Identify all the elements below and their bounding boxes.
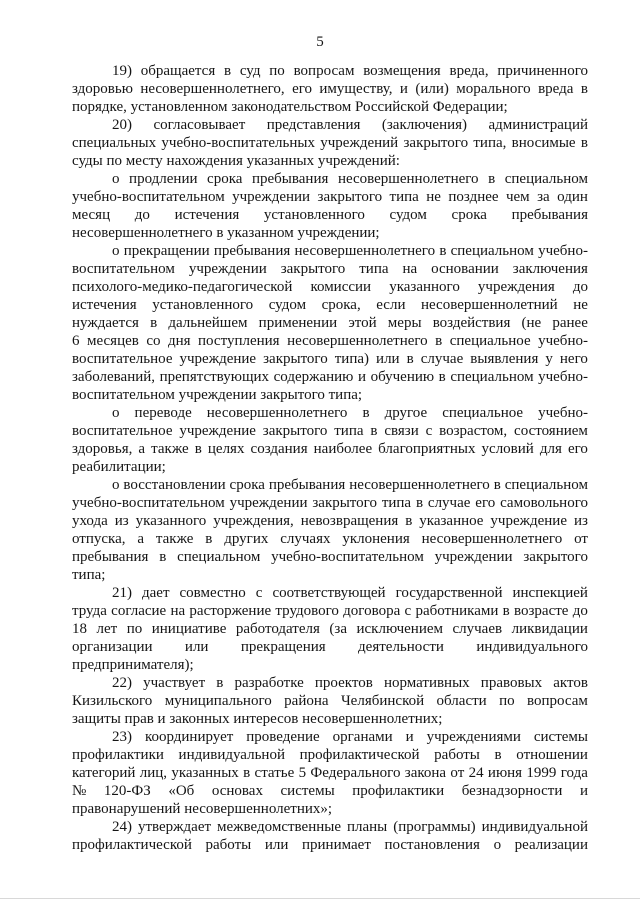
text-line: воспитательном учреждении закрытого типа; — [72, 387, 363, 403]
text-line: воспитательном учреждении закрытого типа на основании заключения — [72, 261, 588, 277]
text-line: учебно-воспитательном учреждении закрытого типа не позднее чем за один — [72, 189, 588, 205]
subparagraph-termination — [72, 242, 588, 404]
text-line: профилактики индивидуальной профилактической работы в отношении — [72, 747, 588, 763]
text-line: предпринимателя); — [72, 657, 194, 673]
text-line: о прекращении пребывания несовершеннолетнего в специальном учебно- — [112, 243, 588, 259]
text-line: 20) согласовывает представления (заключения) администраций — [112, 117, 588, 133]
paragraph-item-22 — [72, 674, 588, 728]
text-line: месяц до истечения установленного судом срока пребывания — [72, 207, 588, 223]
subparagraph-extension — [72, 170, 588, 242]
text-line: психолого-медико-педагогической комиссии указанного учреждения до — [72, 279, 588, 295]
text-line: истечения установленного судом срока, если несовершеннолетний не — [72, 297, 588, 313]
text-line: типа; — [72, 567, 106, 583]
text-line: категорий лиц, указанных в статье 5 Федерального закона от 24 июня 1999 года — [72, 765, 588, 781]
text-line: пребывания в специальном учебно-воспитательном учреждении закрытого — [72, 549, 588, 565]
text-line: 22) участвует в разработке проектов нормативных правовых актов — [112, 675, 588, 691]
text-line: о продлении срока пребывания несовершеннолетнего в специальном — [112, 171, 588, 187]
text-line: воспитательное учреждение закрытого типа в связи с возрастом, состоянием — [72, 423, 588, 439]
text-line: нуждается в дальнейшем применении этой меры воздействия (не ранее — [72, 315, 588, 331]
paragraph-item-23 — [72, 728, 588, 818]
text-line: правонарушений несовершеннолетних»; — [72, 801, 333, 817]
paragraph-item-24 — [72, 818, 588, 854]
text-line: 18 лет по инициативе работодателя (за исключением случаев ликвидации — [72, 621, 588, 637]
text-line: 6 месяцев со дня поступления несовершеннолетнего в специальное учебно- — [72, 333, 588, 349]
text-line: ухода из указанного учреждения, невозвращения в указанное учреждение из — [72, 513, 588, 529]
text-line: труда согласие на расторжение трудового договора с работниками в возрасте до — [72, 603, 588, 619]
scan-edge-line — [0, 898, 640, 899]
subparagraph-transfer — [72, 404, 588, 476]
text-line: № 120-ФЗ «Об основах системы профилактики безнадзорности и — [72, 783, 588, 799]
text-line: учебно-воспитательном учреждении закрытого типа в случае его самовольного — [72, 495, 588, 511]
text-line: заболеваний, препятствующих содержанию и обучению в специальном учебно- — [72, 369, 588, 385]
text-line: реабилитации; — [72, 459, 166, 475]
document-body — [72, 62, 588, 854]
text-line: воспитательное учреждение закрытого типа) или в случае выявления у него — [72, 351, 588, 367]
text-line: специальных учебно-воспитательных учреждений закрытого типа, вносимые в — [72, 135, 588, 151]
text-line: защиты прав и законных интересов несовершеннолетних; — [72, 711, 443, 727]
text-line: 19) обращается в суд по вопросам возмещения вреда, причиненного — [112, 63, 588, 79]
text-line: профилактической работы или принимает постановления о реализации — [72, 837, 588, 853]
text-line: Кизильского муниципального района Челябинской области по вопросам — [72, 693, 588, 709]
text-line: организации или прекращения деятельности индивидуального — [72, 639, 588, 655]
text-line: суды по месту нахождения указанных учреждений: — [72, 153, 400, 169]
text-line: о восстановлении срока пребывания несовершеннолетнего в специальном — [112, 477, 588, 493]
text-line: отпуска, а также в других случаях уклонения несовершеннолетнего от — [72, 531, 588, 547]
text-line: 23) координирует проведение органами и учреждениями системы — [112, 729, 588, 745]
text-line: 24) утверждает межведомственные планы (программы) индивидуальной — [112, 819, 588, 835]
text-line: несовершеннолетнего в указанном учреждении; — [72, 225, 380, 241]
text-line: 21) дает совместно с соответствующей государственной инспекцией — [112, 585, 588, 601]
paragraph-item-21 — [72, 584, 588, 674]
text-line: о переводе несовершеннолетнего в другое специальное учебно- — [112, 405, 588, 421]
paragraph-item-20 — [72, 116, 588, 170]
text-line: здоровью несовершеннолетнего, его имуществу, и (или) морального вреда в — [72, 81, 588, 97]
subparagraph-restoration — [72, 476, 588, 584]
paragraph-item-19 — [72, 62, 588, 116]
text-line: порядке, установленном законодательством Российской Федерации; — [72, 99, 508, 115]
text-line: здоровья, а также в целях создания наиболее благоприятных условий для его — [72, 441, 588, 457]
page-number: 5 — [316, 34, 324, 50]
